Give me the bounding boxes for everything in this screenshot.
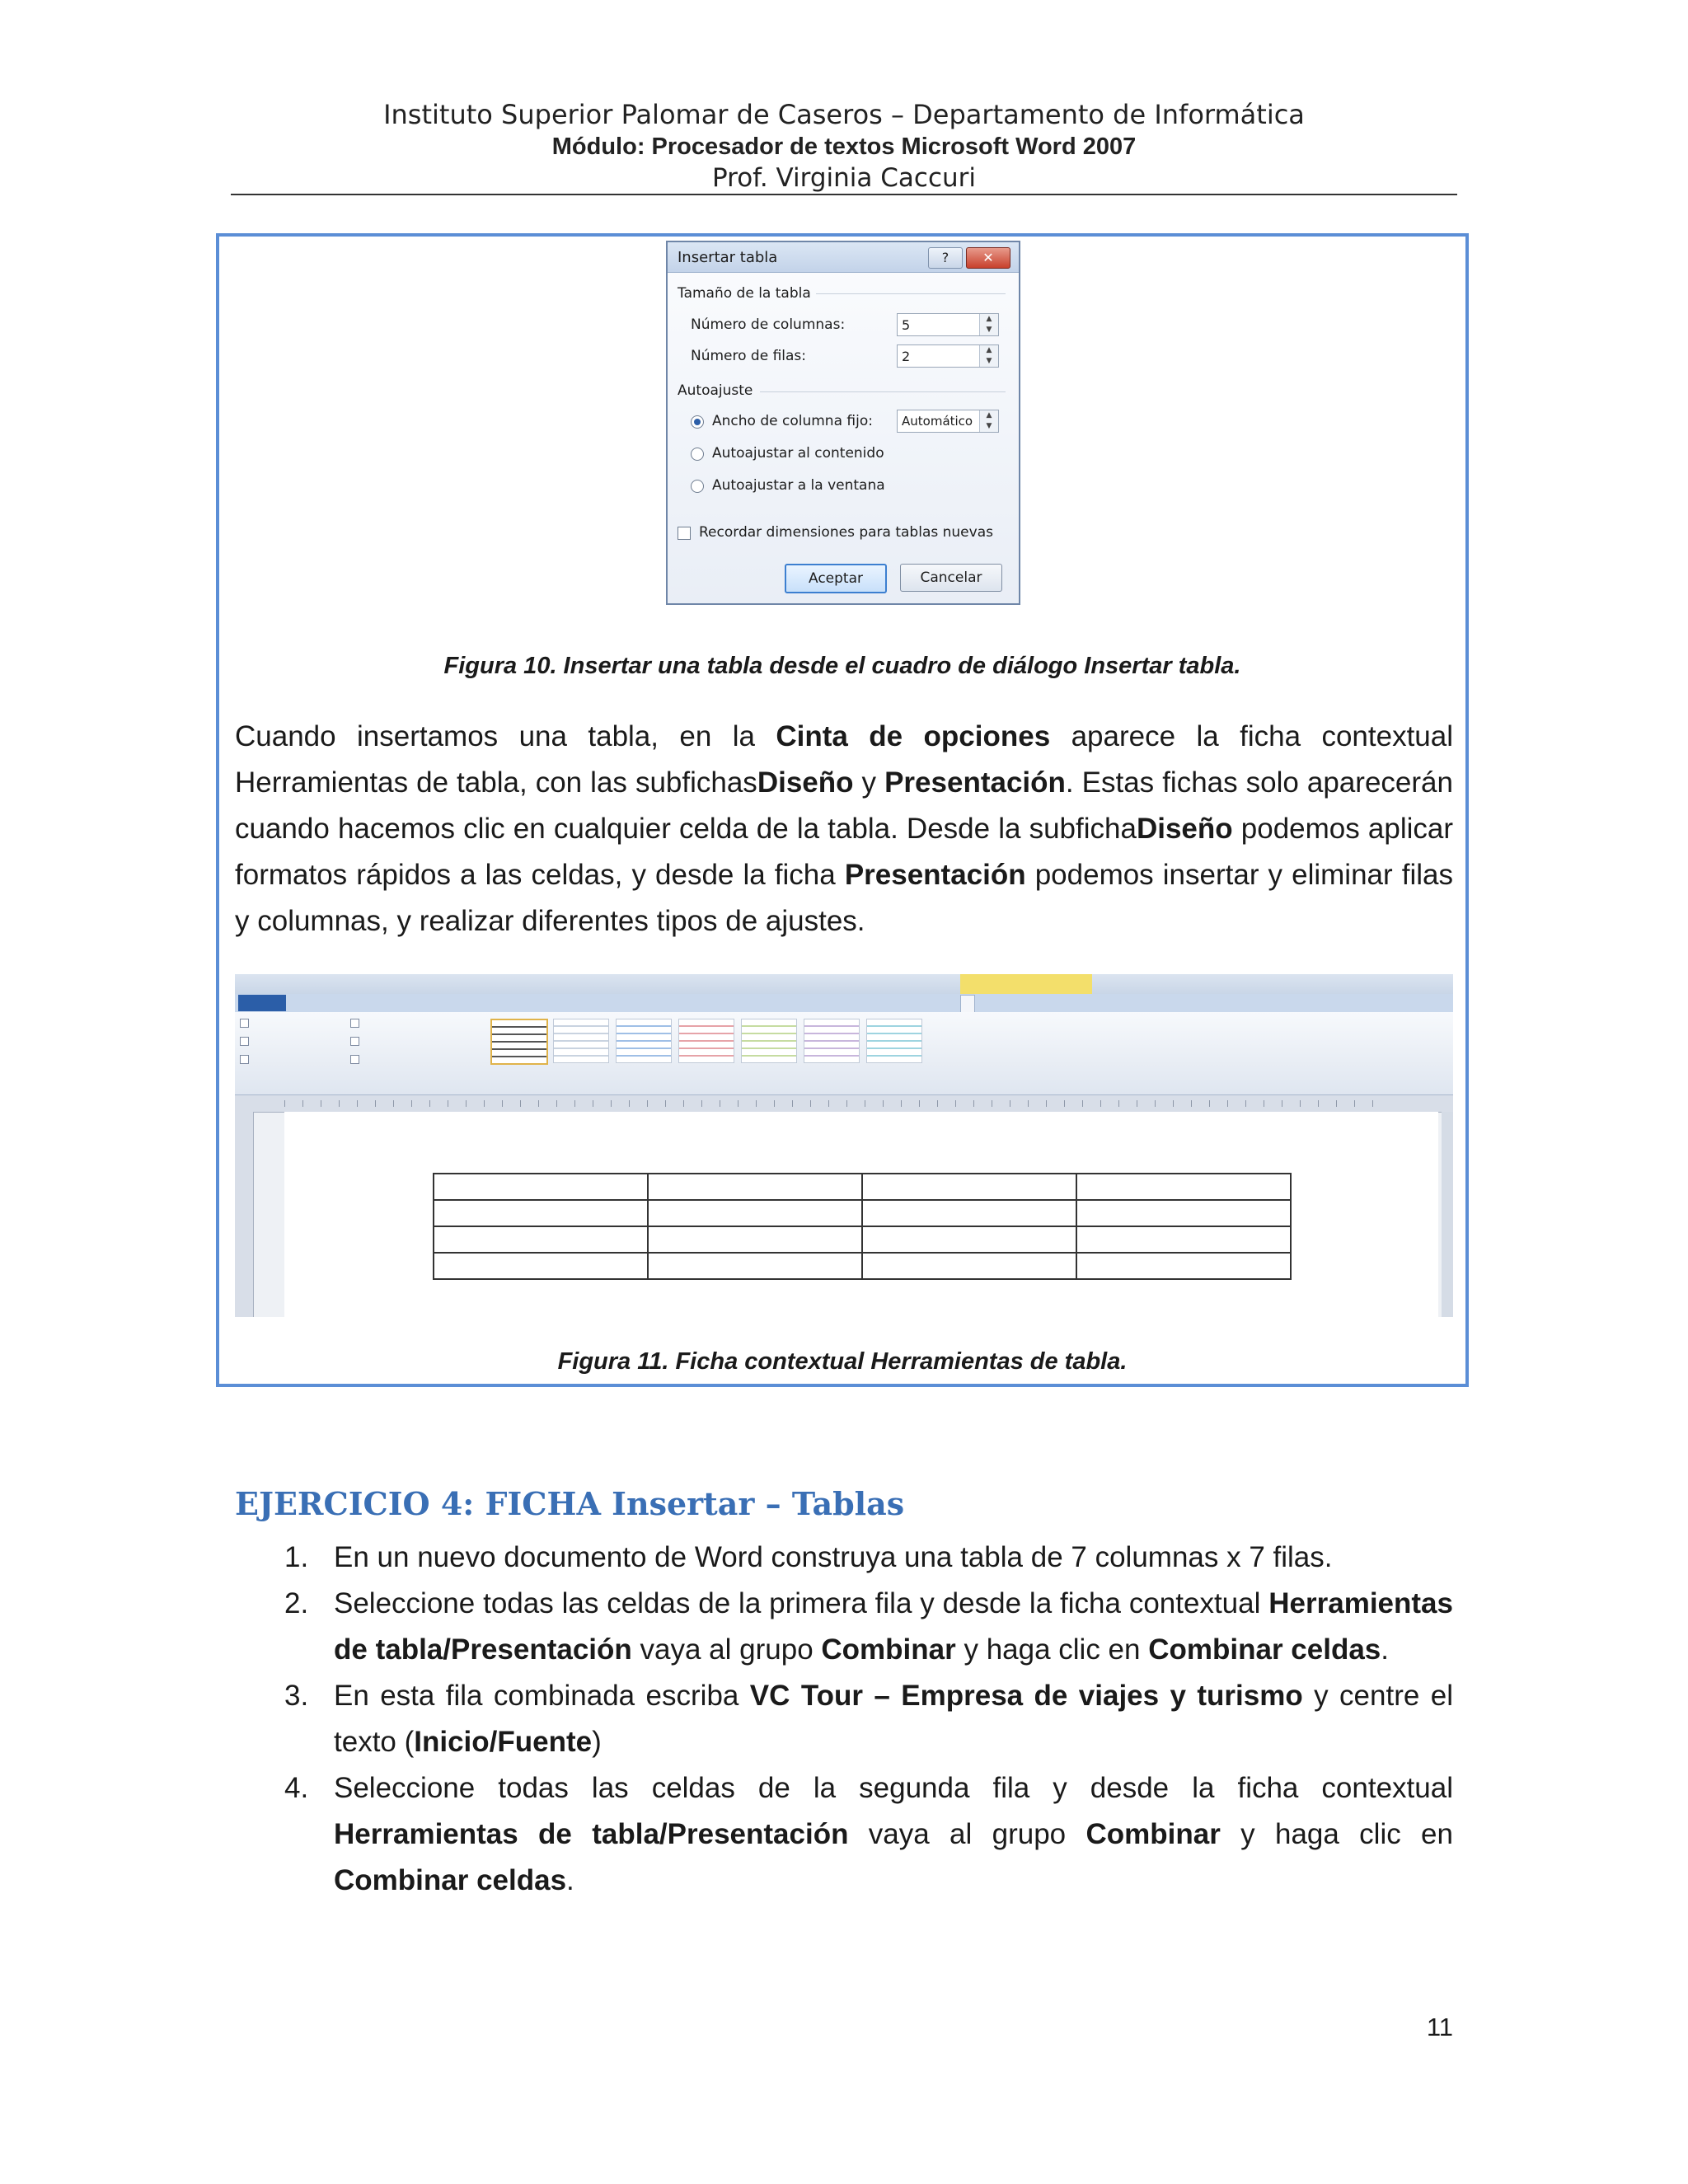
rows-spinner[interactable] xyxy=(897,344,999,368)
section-table-size: Tamaño de la tabla xyxy=(678,285,811,302)
fit-content-label: Autoajustar al contenido xyxy=(712,445,884,462)
remember-checkbox[interactable] xyxy=(678,527,691,540)
text-run: Seleccione todas las celdas de la segunda fila y desde la ficha contextual xyxy=(334,1772,1453,1804)
ribbon-panel xyxy=(235,1012,1453,1095)
table-row xyxy=(434,1174,1291,1200)
quick-access-toolbar xyxy=(235,974,1453,994)
exercise-heading: EJERCICIO 4: FICHA Insertar – Tablas xyxy=(235,1485,905,1522)
option-checkbox xyxy=(350,1037,363,1047)
body-paragraph xyxy=(235,714,1453,944)
table-cell xyxy=(862,1200,1076,1226)
option-checkbox xyxy=(240,1019,252,1029)
table-cell xyxy=(1076,1253,1291,1279)
section-divider xyxy=(816,293,1006,294)
option-checkbox xyxy=(240,1037,252,1047)
table-style-swatch xyxy=(804,1019,860,1063)
text-run: . xyxy=(1381,1633,1389,1666)
figure-11-caption: Figura 11. Ficha contextual Herramientas de tabla. xyxy=(557,1348,1128,1375)
tab-file xyxy=(238,995,286,1011)
bold-run: Inicio/Fuente xyxy=(414,1726,593,1758)
fixed-width-label: Ancho de columna fijo: xyxy=(712,413,873,429)
vertical-ruler xyxy=(235,1112,254,1317)
table-row xyxy=(434,1253,1291,1279)
bold-run: Herramientas de tabla/Presentación xyxy=(334,1587,1453,1666)
list-item xyxy=(235,1765,1453,1904)
table-cell xyxy=(1076,1200,1291,1226)
section-autofit: Autoajuste xyxy=(678,382,753,399)
text-run: vaya al grupo xyxy=(848,1818,1086,1850)
item-number: 1. xyxy=(284,1541,309,1573)
text-run: y haga clic en xyxy=(1220,1818,1453,1850)
text-run: podemos insertar y eliminar filas y columnas, y realizar diferentes tipos de ajustes. xyxy=(235,859,1453,937)
header-institute: Instituto Superior Palomar de Caseros – Departamento de Informática xyxy=(383,99,1305,130)
table-cell xyxy=(648,1226,862,1253)
bold-run: Cinta de opciones xyxy=(776,720,1051,752)
text-run: . Estas fichas solo aparecerán cuando hacemos clic en cualquier celda de la tabla. Desde la subficha xyxy=(235,766,1453,845)
close-button[interactable]: ✕ xyxy=(966,247,1010,269)
table-row xyxy=(434,1226,1291,1253)
table-style-swatch xyxy=(866,1019,922,1063)
columns-value: 5 xyxy=(902,317,911,333)
table-cell xyxy=(1076,1226,1291,1253)
table-cell xyxy=(434,1226,648,1253)
fixed-width-value: Automático xyxy=(902,414,973,429)
text-run: aparece la ficha contextual Herramientas de tabla, con las subfichas xyxy=(235,720,1454,799)
text-run: Seleccione todas las celdas de la primera fila y desde la ficha contextual xyxy=(334,1587,1269,1619)
table-cell xyxy=(862,1174,1076,1200)
bold-run: Presentación xyxy=(844,859,1026,891)
text-run: podemos aplicar formatos rápidos a las celdas, y desde la ficha xyxy=(235,813,1453,891)
bold-run: Diseño xyxy=(757,766,854,799)
fixed-width-spinner[interactable] xyxy=(897,410,999,433)
table-style-swatch xyxy=(678,1019,734,1063)
table-cell xyxy=(434,1253,648,1279)
table-style-swatch xyxy=(741,1019,797,1063)
text-run: y centre el texto ( xyxy=(334,1680,1453,1758)
text-run: En un nuevo documento de Word construya una tabla de 7 columnas x 7 filas. xyxy=(334,1541,1333,1573)
option-checkbox xyxy=(240,1055,252,1065)
page-number: 11 xyxy=(1426,2013,1453,2041)
bold-run: Combinar celdas xyxy=(1148,1633,1381,1666)
table-cell xyxy=(862,1226,1076,1253)
empty-table xyxy=(433,1173,1292,1280)
vertical-scrollbar xyxy=(1442,1112,1453,1317)
ok-button[interactable]: Aceptar xyxy=(785,564,887,593)
table-cell xyxy=(648,1253,862,1279)
word-ribbon-screenshot xyxy=(235,974,1453,1317)
radio-fit-content[interactable] xyxy=(691,448,704,461)
horizontal-ruler xyxy=(235,1095,1453,1113)
insert-table-dialog xyxy=(666,241,1020,605)
text-run: vaya al grupo xyxy=(631,1633,822,1666)
item-number: 2. xyxy=(284,1587,309,1619)
table-cell xyxy=(434,1200,648,1226)
columns-spinner[interactable] xyxy=(897,313,999,336)
ruler-ticks xyxy=(284,1100,1389,1107)
table-style-swatch xyxy=(929,1019,983,1062)
spinner-arrows-icon[interactable]: ▲ ▼ xyxy=(979,314,998,335)
fit-window-label: Autoajustar a la ventana xyxy=(712,477,885,494)
radio-fixed-width[interactable] xyxy=(691,415,704,429)
bold-run: Combinar xyxy=(821,1633,956,1666)
text-run: y haga clic en xyxy=(955,1633,1149,1666)
cancel-button[interactable]: Cancelar xyxy=(900,564,1002,592)
item-number: 4. xyxy=(284,1772,309,1804)
contextual-tab-label xyxy=(960,974,1092,994)
table-cell xyxy=(1076,1174,1291,1200)
bold-run: Herramientas de tabla/Presentación xyxy=(334,1818,849,1850)
table-style-swatch xyxy=(553,1019,609,1063)
bold-run: Combinar xyxy=(1085,1818,1221,1850)
figure-10-caption: Figura 10. Insertar una tabla desde el cuadro de diálogo Insertar tabla. xyxy=(443,653,1241,679)
exercise-list xyxy=(235,1535,1453,1904)
tab-design xyxy=(960,995,975,1013)
table-row xyxy=(434,1200,1291,1226)
list-item xyxy=(235,1673,1453,1765)
text-run: y xyxy=(853,766,885,799)
text-run: Cuando insertamos una tabla, en la xyxy=(235,720,776,752)
text-run: En esta fila combinada escriba xyxy=(334,1680,750,1712)
dialog-title: Insertar tabla xyxy=(678,249,778,266)
dialog-titlebar xyxy=(668,242,1019,273)
section-divider xyxy=(760,391,1006,392)
help-button[interactable]: ? xyxy=(928,247,963,269)
bold-run: VC Tour – Empresa de viajes y turismo xyxy=(749,1680,1303,1712)
bold-run: Combinar celdas xyxy=(334,1864,567,1896)
page-header xyxy=(231,97,1457,194)
header-professor: Prof. Virginia Caccuri xyxy=(711,163,977,193)
table-cell xyxy=(648,1200,862,1226)
spinner-arrows-icon[interactable]: ▲ ▼ xyxy=(979,410,998,432)
option-checkbox xyxy=(350,1019,363,1029)
remember-label: Recordar dimensiones para tablas nuevas xyxy=(699,524,993,541)
radio-fit-window[interactable] xyxy=(691,480,704,493)
text-run: . xyxy=(566,1864,574,1896)
header-module: Módulo: Procesador de textos Microsoft Word 2007 xyxy=(551,134,1137,160)
text-run: ) xyxy=(592,1726,602,1758)
list-item xyxy=(235,1581,1453,1673)
item-number: 3. xyxy=(284,1680,309,1712)
bold-run: Diseño xyxy=(1136,813,1233,845)
ribbon-tabs xyxy=(235,994,1453,1012)
spinner-arrows-icon[interactable]: ▲ ▼ xyxy=(979,345,998,367)
list-item xyxy=(235,1535,1453,1581)
table-cell xyxy=(434,1174,648,1200)
bold-run: Presentación xyxy=(884,766,1066,799)
rows-value: 2 xyxy=(902,349,911,364)
rows-label: Número de filas: xyxy=(691,348,807,364)
columns-label: Número de columnas: xyxy=(691,316,846,333)
table-cell xyxy=(862,1253,1076,1279)
table-style-swatch xyxy=(490,1019,548,1065)
header-rule xyxy=(231,194,1457,195)
option-checkbox xyxy=(350,1055,363,1065)
table-cell xyxy=(648,1174,862,1200)
table-style-swatch xyxy=(616,1019,672,1063)
